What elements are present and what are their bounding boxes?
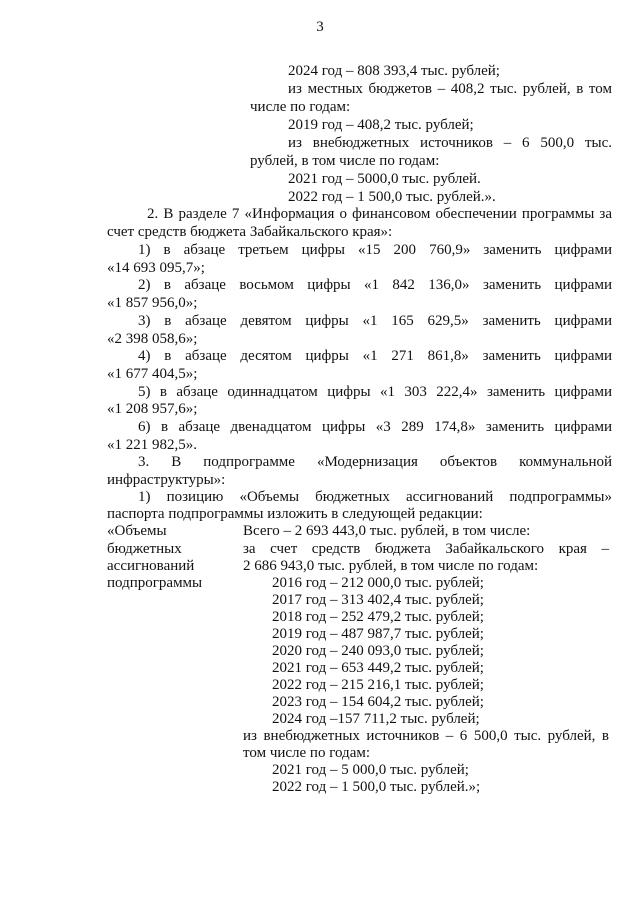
paragraph-line: паспорта подпрограммы изложить в следующей редакции: xyxy=(107,506,483,522)
table-value: из внебюджетных источников – 6 500,0 тыс. рублей, в xyxy=(243,728,609,744)
table-value: 2017 год – 313 402,4 тыс. рублей; xyxy=(272,592,484,608)
table-value: 2022 год – 215 216,1 тыс. рублей; xyxy=(272,677,484,693)
paragraph-line: 2. В разделе 7 «Информация о финансовом обеспечении программы за xyxy=(147,206,612,222)
page-number: 3 xyxy=(316,19,324,35)
text-line: числе по годам: xyxy=(250,99,351,115)
paragraph-line: 3) в абзаце девятом цифры «1 165 629,5» заменить цифрами xyxy=(138,313,612,329)
table-value: 2020 год – 240 093,0 тыс. рублей; xyxy=(272,643,484,659)
paragraph-line: 6) в абзаце двенадцатом цифры «3 289 174,8» заменить цифрами xyxy=(138,419,612,435)
paragraph-line: 2) в абзаце восьмом цифры «1 842 136,0» заменить цифрами xyxy=(138,277,612,293)
table-value: 2023 год – 154 604,2 тыс. рублей; xyxy=(272,694,484,710)
table-value: Всего – 2 693 443,0 тыс. рублей, в том числе: xyxy=(243,523,531,539)
table-value: 2019 год – 487 987,7 тыс. рублей; xyxy=(272,626,484,642)
table-value: 2022 год – 1 500,0 тыс. рублей.»; xyxy=(272,779,481,795)
paragraph-line: «2 398 058,6»; xyxy=(107,331,198,347)
table-label: ассигнований xyxy=(107,558,195,574)
paragraph-line: счет средств бюджета Забайкальского края»: xyxy=(107,224,393,240)
paragraph-line: «1 208 957,6»; xyxy=(107,401,198,417)
paragraph-line: 4) в абзаце десятом цифры «1 271 861,8» заменить цифрами xyxy=(138,348,612,364)
paragraph-line: «1 221 982,5». xyxy=(107,437,197,453)
paragraph-line: 3. В подпрограмме «Модернизация объектов коммунальной xyxy=(138,454,612,470)
table-value: 2024 год –157 711,2 тыс. рублей; xyxy=(272,711,480,727)
paragraph-line: «1 857 956,0»; xyxy=(107,295,198,311)
text-line: рублей, в том числе по годам: xyxy=(250,153,440,169)
table-label: подпрограммы xyxy=(107,575,203,591)
text-line: из местных бюджетов – 408,2 тыс. рублей, в том xyxy=(288,81,612,97)
table-value: 2016 год – 212 000,0 тыс. рублей; xyxy=(272,575,484,591)
text-line: 2021 год – 5000,0 тыс. рублей. xyxy=(288,171,481,187)
text-line: 2024 год – 808 393,4 тыс. рублей; xyxy=(288,63,500,79)
table-label: «Объемы xyxy=(107,523,167,539)
paragraph-line: 5) в абзаце одиннадцатом цифры «1 303 222,4» заменить цифрами xyxy=(138,384,612,400)
text-line: 2019 год – 408,2 тыс. рублей; xyxy=(288,117,474,133)
table-value: 2021 год – 653 449,2 тыс. рублей; xyxy=(272,660,484,676)
table-value: за счет средств бюджета Забайкальского края – xyxy=(243,541,609,557)
table-value: 2018 год – 252 479,2 тыс. рублей; xyxy=(272,609,484,625)
paragraph-line: инфраструктуры»: xyxy=(107,472,226,488)
table-value: 2021 год – 5 000,0 тыс. рублей; xyxy=(272,762,469,778)
paragraph-line: 1) позицию «Объемы бюджетных ассигнований подпрограммы» xyxy=(138,489,612,505)
table-value: 2 686 943,0 тыс. рублей, в том числе по годам: xyxy=(243,558,539,574)
table-label: бюджетных xyxy=(107,541,182,557)
paragraph-line: «1 677 404,5»; xyxy=(107,366,198,382)
paragraph-line: «14 693 095,7»; xyxy=(107,260,205,276)
table-value: том числе по годам: xyxy=(243,745,371,761)
paragraph-line: 1) в абзаце третьем цифры «15 200 760,9» заменить цифрами xyxy=(138,242,612,258)
text-line: из внебюджетных источников – 6 500,0 тыс. xyxy=(288,135,612,151)
text-line: 2022 год – 1 500,0 тыс. рублей.». xyxy=(288,189,496,205)
